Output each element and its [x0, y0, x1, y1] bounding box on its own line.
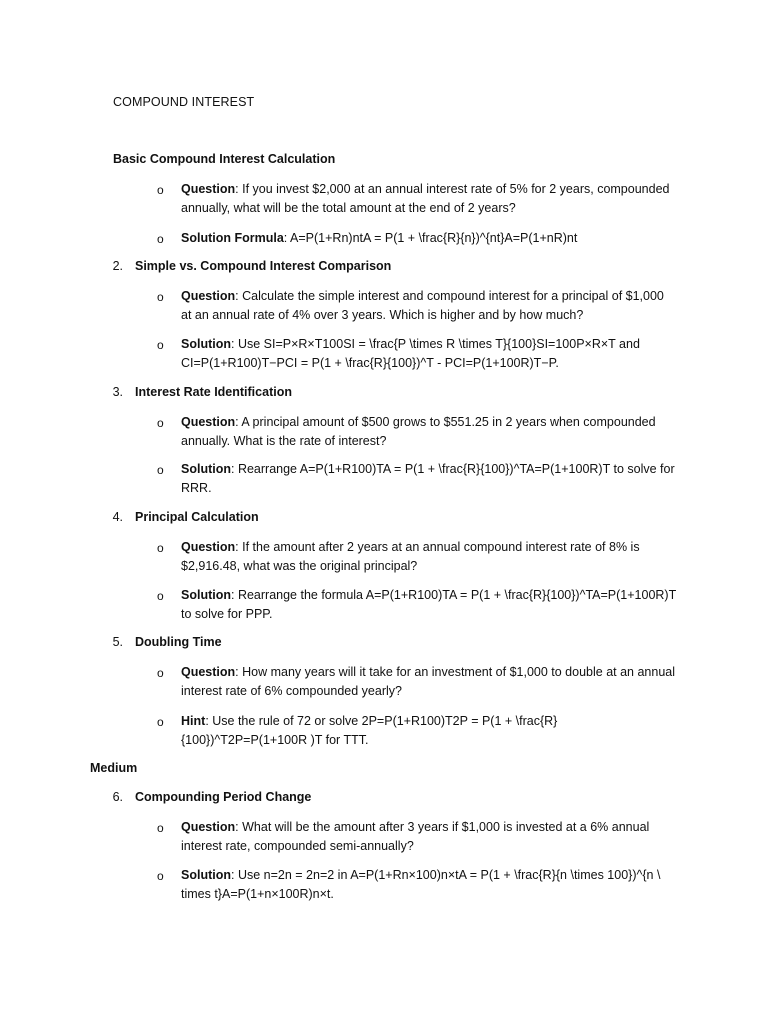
difficulty-heading: Medium	[90, 761, 138, 775]
item-label: Solution	[181, 462, 231, 476]
bullet-marker: o	[157, 541, 164, 555]
item-body: : How many years will it take for an investment of $1,000 to double at an annual interest rate of 6% compounded yearly?	[181, 665, 676, 698]
item-label: Question	[181, 540, 236, 554]
section-number: 4.	[112, 510, 123, 524]
question-item	[181, 180, 676, 218]
section-heading: Interest Rate Identification	[135, 385, 292, 399]
item-body: : Use SI=P×R×T100SI = \frac{P \times R \times T}{100}SI=100P×R×T and CI=P(1+R100)T−PCI = P(1 + \frac{R}{100})^T - PCI=P(1+100R)T−P.	[181, 337, 640, 370]
item-label: Question	[181, 182, 236, 196]
bullet-marker: o	[157, 290, 164, 304]
item-body: : Use the rule of 72 or solve 2P=P(1+R100)T2P = P(1 + \frac{R}{100})^T2P=P(1+100R )T for TTT.	[181, 714, 558, 747]
hint-item	[181, 712, 676, 750]
bullet-marker: o	[157, 338, 164, 352]
solution-item	[181, 229, 676, 248]
question-item	[181, 538, 676, 576]
item-body: : What will be the amount after 3 years if $1,000 is invested at a 6% annual interest rate, compounded semi-annually?	[181, 820, 650, 853]
solution-item	[181, 335, 676, 373]
item-label: Question	[181, 289, 236, 303]
section-heading: Basic Compound Interest Calculation	[113, 152, 336, 166]
bullet-marker: o	[157, 715, 164, 729]
section-heading: Doubling Time	[135, 635, 222, 649]
question-item	[181, 818, 676, 856]
item-label: Question	[181, 820, 236, 834]
bullet-marker: o	[157, 416, 164, 430]
item-label: Solution Formula	[181, 231, 284, 245]
bullet-marker: o	[157, 183, 164, 197]
section-number: 5.	[112, 635, 123, 649]
question-item	[181, 413, 676, 451]
section-number: 3.	[112, 385, 123, 399]
item-body: : Rearrange A=P(1+R100)TA = P(1 + \frac{R}{100})^TA=P(1+100R)T to solve for RRR.	[181, 462, 675, 495]
item-body: : If the amount after 2 years at an annual compound interest rate of 8% is $2,916.48, what was the original principal?	[181, 540, 640, 573]
item-body: : A principal amount of $500 grows to $551.25 in 2 years when compounded annually. What is the rate of interest?	[181, 415, 656, 448]
section-heading: Compounding Period Change	[135, 790, 312, 804]
bullet-marker: o	[157, 666, 164, 680]
item-body: : A=P(1+Rn)ntA = P(1 + \frac{R}{n})^{nt}A=P(1+nR)nt	[283, 231, 578, 245]
section-heading: Simple vs. Compound Interest Comparison	[135, 259, 392, 273]
solution-item	[181, 866, 676, 904]
item-label: Question	[181, 665, 236, 679]
item-label: Solution	[181, 588, 231, 602]
item-body: : Rearrange the formula A=P(1+R100)TA = P(1 + \frac{R}{100})^TA=P(1+100R)T to solve for PPP.	[181, 588, 677, 621]
question-item	[181, 663, 676, 701]
bullet-marker: o	[157, 232, 164, 246]
section-heading: Principal Calculation	[135, 510, 259, 524]
item-label: Question	[181, 415, 236, 429]
item-body: : If you invest $2,000 at an annual interest rate of 5% for 2 years, compounded annually, what will be the total amount at the end of 2 years?	[181, 182, 670, 215]
bullet-marker: o	[157, 589, 164, 603]
item-body: : Use n=2n = 2n=2 in A=P(1+Rn×100)n×tA = P(1 + \frac{R}{n \times 100})^{n \ times t}A=P(1+n×100R)n×t.	[181, 868, 661, 901]
item-body: : Calculate the simple interest and compound interest for a principal of $1,000 at an annual rate of 4% over 3 years. Which is higher and by how much?	[181, 289, 664, 322]
item-label: Solution	[181, 337, 231, 351]
solution-item	[181, 460, 676, 498]
section-number: 6.	[112, 790, 123, 804]
solution-item	[181, 586, 676, 624]
document-title: COMPOUND INTEREST	[113, 95, 255, 109]
bullet-marker: o	[157, 869, 164, 883]
item-label: Hint	[181, 714, 206, 728]
question-item	[181, 287, 676, 325]
item-label: Solution	[181, 868, 231, 882]
bullet-marker: o	[157, 463, 164, 477]
section-number: 2.	[112, 259, 123, 273]
bullet-marker: o	[157, 821, 164, 835]
